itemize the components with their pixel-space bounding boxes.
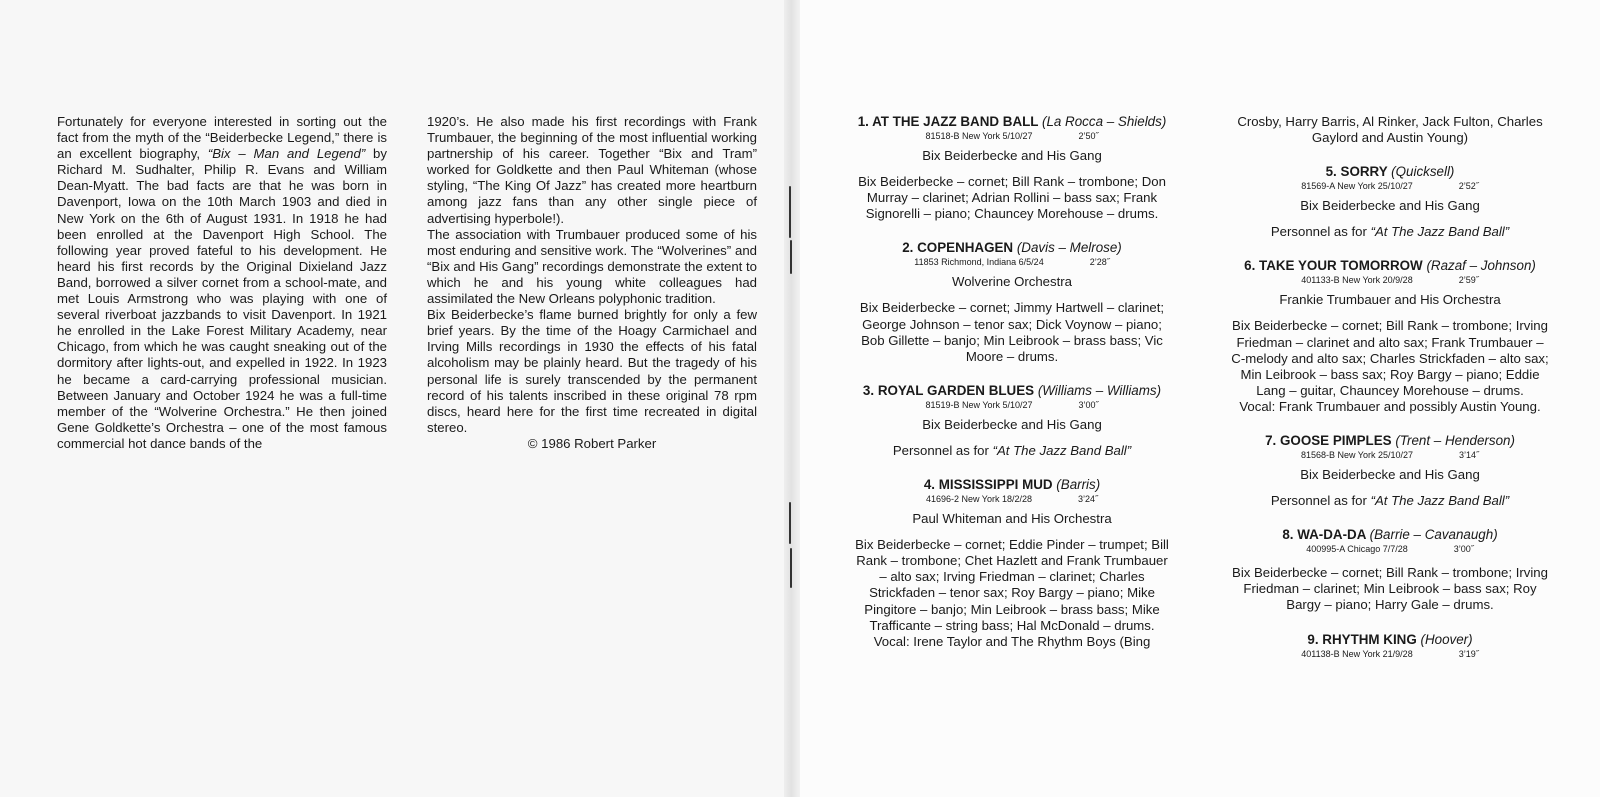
track-meta: [1230, 648, 1550, 660]
track-personnel: Bix Beiderbecke – cornet; Bill Rank – trombone; Irving Friedman – clarinet; Min Leibrook – bass sax; Roy Bargy – piano; Harry Gale – drums.: [1232, 565, 1548, 613]
track-band: Bix Beiderbecke and His Gang: [1300, 198, 1480, 214]
track-composers: (Barris): [1056, 477, 1101, 493]
track-composers: (La Rocca – Shields): [1041, 114, 1167, 129]
track-title-line: [1230, 527, 1550, 543]
personnel-reference: “At The Jazz Band Ball”: [1370, 493, 1510, 509]
essay-paragraph: [57, 114, 387, 452]
spine-mark: [790, 548, 792, 588]
track-band: Bix Beiderbecke and His Gang: [922, 148, 1102, 163]
track-number: 3.: [862, 382, 875, 398]
track-duration: 3’19˝: [1458, 648, 1479, 659]
track-title: ROYAL GARDEN BLUES: [877, 382, 1035, 398]
track-duration: 2’52˝: [1458, 181, 1479, 192]
track-title-line: [1230, 433, 1550, 449]
track-personnel: Bix Beiderbecke – cornet; Bill Rank – trombone; Don Murray – clarinet; Adrian Rollini – bass sax; Frank Signorelli – piano; Chauncey Morehouse – drums.: [858, 174, 1166, 222]
spine-mark: [789, 186, 791, 238]
track-composers: (Trent – Henderson): [1395, 433, 1515, 449]
track-number: 1.: [857, 114, 869, 129]
track-matrix: 11853 Richmond, Indiana 6/5/24: [914, 257, 1044, 268]
track-personnel: Bix Beiderbecke – cornet; Bill Rank – trombone; Irving Friedman – clarinet and alto sax; Frank Trumbauer – C-melody and alto sax; Charles Strickfaden – alto sax; Min Leibrook – bass sax; Roy Bargy – piano; Eddie Lang – guitar, Chauncey Morehouse – drums.: [1231, 318, 1549, 398]
personnel-reference: “At The Jazz Band Ball”: [1370, 224, 1510, 240]
track-composers: (Barrie – Cavanaugh): [1369, 527, 1498, 543]
track-number: 2.: [902, 240, 914, 256]
track-number: 4.: [923, 477, 935, 493]
track-title-line: [852, 477, 1172, 493]
track-matrix: 81518-B New York 5/10/27: [925, 131, 1033, 141]
track-duration: 3’00˝: [1078, 399, 1099, 410]
track-personnel: Bix Beiderbecke – cornet; Eddie Pinder – trumpet; Bill Rank – trombone; Chet Hazlett and Frank Trumbauer – alto sax; Irving Friedman – clarinet; Charles Strickfaden – tenor sax; Roy Bargy – piano; Mike Pingitore – banjo; Min Leibrook – brass bass; Mike Trafficante – string bass; Hal McDonald – drums.: [855, 537, 1169, 633]
essay-column-2: [427, 114, 757, 452]
track-entry: [1230, 433, 1550, 509]
essay-text: by Richard M. Sudhalter, Philip R. Evans and William Dean-Myatt. The bad facts are that he was born in Davenport, Iowa on the 10th March 1903 and died in New York on the 6th of August 1931. In 1918 he had been enrolled at the Davenport High School. The following year proved fateful to his development. He heard his first records by the Original Dixieland Jazz Band, borrowed a silver cornet from a school-mate, and met Louis Armstrong who was playing with one of several riverboat jazzbands to visit Davenport. In 1921 he enrolled in the Lake Forest Military Academy, near Chicago, from which he was caught sneaking out of the dormitory after lights-out, and expelled in 1922. In 1923 he became a card-carrying professional musician. Between January and October 1924 he was a full-time member of the “Wolverine Orchestra.” He then joined Gene Goldkette’s Orchestra – one of the most famous commercial hot dance bands of the: [57, 146, 387, 451]
track-entry: [1230, 527, 1550, 613]
track-column-1: [852, 114, 1172, 650]
track-title: RHYTHM KING: [1322, 631, 1417, 647]
essay-paragraph: 1920’s. He also made his first recordings with Frank Trumbauer, the beginning of the most influential working partnership of his career. Together “Bix and Tram” worked for Goldkette and then Paul Whiteman (whose styling, “The King Of Jazz” has created more heartburn among jazz fans than any other single piece of advertising hyperbole!).: [427, 114, 757, 226]
track-title-line: [852, 114, 1172, 130]
track-number: 7.: [1265, 433, 1277, 449]
track-entry: [852, 240, 1172, 364]
booklet-spine: [784, 0, 800, 797]
track-band: Frankie Trumbauer and His Orchestra: [1279, 292, 1501, 308]
track-meta: [1230, 274, 1550, 286]
track-vocal-continuation: Crosby, Harry Barris, Al Rinker, Jack Fulton, Charles Gaylord and Austin Young): [1237, 114, 1543, 146]
track-meta: [1230, 449, 1550, 461]
track-duration: 2’59˝: [1458, 275, 1479, 286]
track-title-line: [852, 240, 1172, 256]
track-number: 8.: [1282, 527, 1294, 543]
track-vocal: Vocal: Irene Taylor and The Rhythm Boys (Bing: [873, 633, 1151, 649]
track-title-line: [1230, 632, 1550, 648]
track-entry: [852, 383, 1172, 459]
track-duration: 2’50˝: [1078, 131, 1099, 141]
copyright-credit: © 1986 Robert Parker: [527, 435, 657, 451]
track-entry: [1230, 258, 1550, 415]
track-meta: [1230, 180, 1550, 192]
track-matrix: 401138-B New York 21/9/28: [1301, 648, 1413, 659]
track-title: AT THE JAZZ BAND BALL: [872, 114, 1039, 129]
personnel-reference: “At The Jazz Band Ball”: [992, 442, 1132, 458]
track-composers: (Davis – Melrose): [1016, 240, 1122, 256]
track-band: Bix Beiderbecke and His Gang: [1300, 467, 1480, 483]
track-matrix: 81568-B New York 25/10/27: [1300, 450, 1414, 461]
track-band: Paul Whiteman and His Orchestra: [912, 511, 1112, 527]
track-vocal: Vocal: Frank Trumbauer and possibly Austin Young.: [1239, 398, 1541, 414]
personnel-prefix: Personnel as for: [892, 442, 993, 458]
track-title: GOOSE PIMPLES: [1279, 433, 1392, 449]
track-meta: [1230, 543, 1550, 555]
essay-paragraph: Bix Beiderbecke’s flame burned brightly for only a few brief years. By the time of the Hoagy Carmichael and Irving Mills recordings in 1930 the effects of his fatal alcoholism may be plainly heard. But the tragedy of his personal life is surely transcended by the permanent record of his talents inscribed in these original 78 rpm discs, heard here for the first time recreated in digital stereo.: [427, 307, 757, 435]
track-matrix: 41696-2 New York 18/2/28: [925, 494, 1033, 505]
track-composers: (Razaf – Johnson): [1426, 258, 1536, 274]
track-matrix: 400995-A Chicago 7/7/28: [1306, 544, 1408, 555]
track-duration: 3’00˝: [1453, 544, 1474, 555]
track-title: WA-DA-DA: [1297, 527, 1366, 543]
track-title: MISSISSIPPI MUD: [938, 477, 1053, 493]
track-entry: [1230, 632, 1550, 660]
track-band: Wolverine Orchestra: [952, 274, 1072, 290]
track-matrix: 81569-A New York 25/10/27: [1301, 181, 1413, 192]
essay-paragraph: The association with Trumbauer produced some of his most enduring and sensitive work. The “Wolverines” and “Bix and His Gang” recordings demonstrate the extent to which he and his young white colleagues had assimilated the New Orleans polyphonic tradition.: [427, 226, 757, 307]
personnel-prefix: Personnel as for: [1270, 493, 1371, 509]
track-personnel: [1230, 224, 1550, 240]
track-personnel: Bix Beiderbecke – cornet; Jimmy Hartwell – clarinet; George Johnson – tenor sax; Dick Voynow – piano; Bob Gillette – banjo; Min Leibrook – brass bass; Vic Moore – drums.: [859, 300, 1165, 364]
track-title-line: [1230, 258, 1550, 274]
essay-text: Fortunately for everyone interested in sorting out the fact from the myth of the “Beiderbecke Legend,” there is an excellent biography,: [57, 114, 387, 162]
track-matrix: 401133-B New York 20/9/28: [1301, 275, 1413, 286]
track-band: Bix Beiderbecke and His Gang: [922, 416, 1102, 432]
track-entry: [852, 114, 1172, 222]
track-duration: 3’24˝: [1078, 494, 1099, 505]
track-entry: [1230, 164, 1550, 240]
track-title: SORRY: [1340, 164, 1388, 180]
spine-mark: [790, 240, 792, 274]
track-duration: 2’28˝: [1089, 257, 1110, 268]
track-number: 9.: [1307, 631, 1319, 647]
essay-column-1: [57, 114, 387, 452]
track-matrix: 81519-B New York 5/10/27: [925, 399, 1033, 410]
track-number: 6.: [1244, 258, 1256, 274]
track-column-2: [1230, 114, 1550, 678]
personnel-prefix: Personnel as for: [1270, 224, 1371, 240]
track-composers: (Hoover): [1420, 631, 1473, 647]
track-personnel: [1230, 493, 1550, 509]
track-title: COPENHAGEN: [917, 240, 1014, 256]
track-title-line: [852, 383, 1172, 399]
track-number: 5.: [1325, 164, 1337, 180]
track-personnel: [852, 443, 1172, 459]
track-meta: [852, 256, 1172, 268]
track-meta: [852, 399, 1172, 411]
track-entry: [852, 477, 1172, 650]
track-title: TAKE YOUR TOMORROW: [1259, 258, 1423, 274]
track-composers: (Williams – Williams): [1037, 382, 1162, 398]
book-title: “Bix – Man and Legend”: [207, 146, 366, 162]
track-meta: [852, 493, 1172, 505]
track-title-line: [1230, 164, 1550, 180]
track-duration: 3’14˝: [1459, 450, 1480, 461]
spine-mark: [789, 502, 791, 544]
track-meta: [852, 130, 1172, 142]
track-composers: (Quicksell): [1391, 164, 1455, 180]
